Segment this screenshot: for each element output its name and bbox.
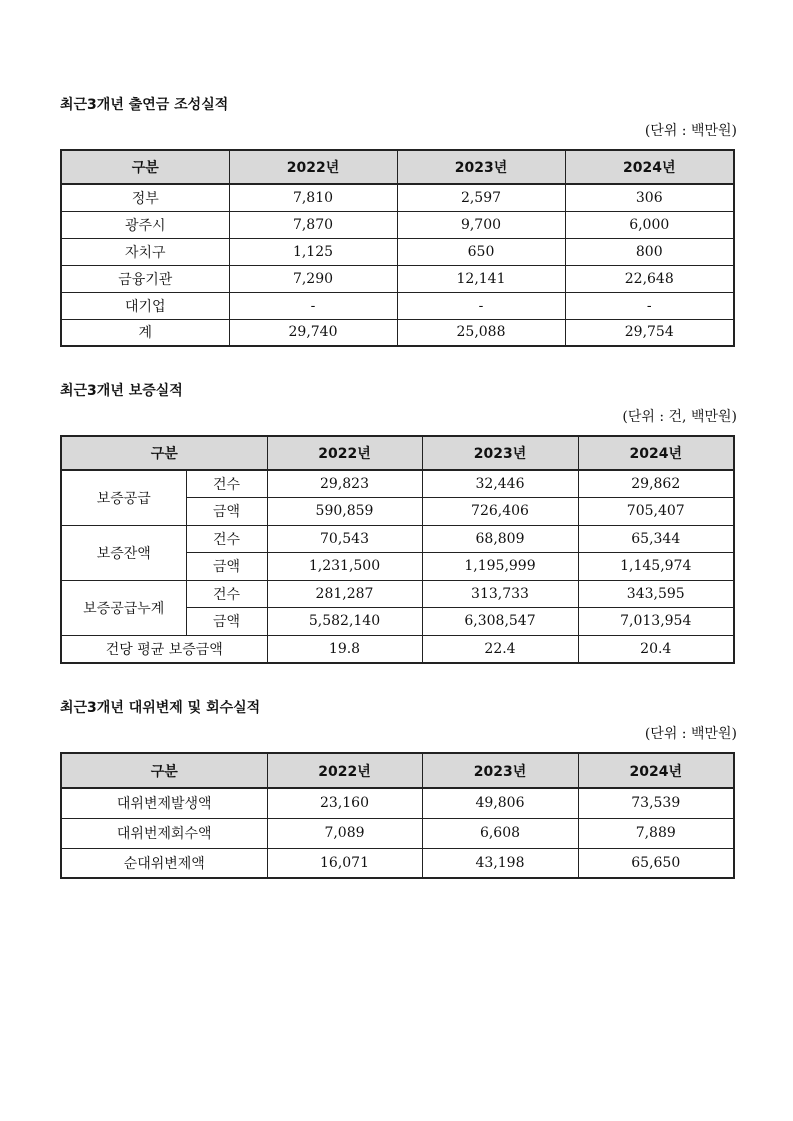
sub-label: 금액 [186,498,267,526]
cell-value: 281,287 [267,580,422,608]
cell-value: 800 [565,238,734,265]
row-label: 건당 평균 보증금액 [61,635,267,663]
cell-value: 22.4 [422,635,578,663]
cell-value: 7,089 [267,818,422,848]
sub-label: 금액 [186,553,267,581]
cell-value: 7,013,954 [578,608,734,636]
cell-value: 12,141 [397,265,565,292]
total-row [61,319,734,346]
cell-value: 43,198 [422,848,578,878]
header-category: 구분 [61,436,267,470]
cell-value: 29,754 [565,319,734,346]
cell-value: 1,231,500 [267,553,422,581]
cell-value: 19.8 [267,635,422,663]
cell-value: 65,344 [578,525,734,553]
row-label: 대위번제회수액 [61,818,267,848]
cell-value: 7,870 [229,211,397,238]
cell-value: 73,539 [578,788,734,818]
cell-value: 7,290 [229,265,397,292]
table-header-row [61,753,734,788]
cell-value: 6,000 [565,211,734,238]
cell-value: 590,859 [267,498,422,526]
table-row [61,292,734,319]
header-year-2023: 2023년 [397,150,565,184]
cell-value: 65,650 [578,848,734,878]
group-label: 보증공급 [61,470,186,525]
cell-value: 7,889 [578,818,734,848]
row-label: 광주시 [61,211,229,238]
cell-value: 70,543 [267,525,422,553]
unit-label: (단위 : 백만원) [644,123,737,139]
cell-value: 23,160 [267,788,422,818]
cell-value: 22,648 [565,265,734,292]
table-row [61,211,734,238]
cell-value: 5,582,140 [267,608,422,636]
cell-value: 313,733 [422,580,578,608]
header-year-2023: 2023년 [422,436,578,470]
cell-value: 29,740 [229,319,397,346]
row-label: 자치구 [61,238,229,265]
group-label: 보증공급누계 [61,580,186,635]
group-label: 보증잔액 [61,525,186,580]
table-row [61,580,734,608]
cell-value: 705,407 [578,498,734,526]
cell-value: 650 [397,238,565,265]
cell-value: 32,446 [422,470,578,498]
row-label: 순대위변제액 [61,848,267,878]
cell-value: 68,809 [422,525,578,553]
sub-label: 건수 [186,580,267,608]
guarantee-table [60,435,735,664]
unit-label: (단위 : 백만원) [644,726,737,742]
table-row [61,238,734,265]
subrogation-table [60,752,735,879]
sub-label: 금액 [186,608,267,636]
row-label: 정부 [61,184,229,211]
header-year-2022: 2022년 [267,753,422,788]
cell-value: 16,071 [267,848,422,878]
table-row [61,848,734,878]
cell-value: 306 [565,184,734,211]
contribution-table [60,149,735,347]
cell-value: 1,145,974 [578,553,734,581]
row-label: 금융기관 [61,265,229,292]
table-row [61,818,734,848]
header-year-2022: 2022년 [229,150,397,184]
cell-value: - [565,292,734,319]
sub-label: 건수 [186,525,267,553]
table-row [61,265,734,292]
cell-value: 343,595 [578,580,734,608]
table-header-row [61,436,734,470]
table-row [61,470,734,498]
section-title: 최근3개년 보증실적 [60,383,183,399]
section-title: 최근3개년 대위변제 및 회수실적 [60,700,261,716]
cell-value: 25,088 [397,319,565,346]
header-year-2024: 2024년 [578,753,734,788]
header-year-2024: 2024년 [565,150,734,184]
header-year-2022: 2022년 [267,436,422,470]
sub-label: 건수 [186,470,267,498]
header-category: 구분 [61,150,229,184]
table-row [61,184,734,211]
section-title: 최근3개년 출연금 조성실적 [60,97,229,113]
cell-value: - [229,292,397,319]
cell-value: 20.4 [578,635,734,663]
cell-value: 29,823 [267,470,422,498]
cell-value: 6,608 [422,818,578,848]
header-year-2024: 2024년 [578,436,734,470]
table-header-row [61,150,734,184]
header-year-2023: 2023년 [422,753,578,788]
cell-value: 7,810 [229,184,397,211]
cell-value: 1,195,999 [422,553,578,581]
cell-value: 6,308,547 [422,608,578,636]
cell-value: 2,597 [397,184,565,211]
header-category: 구분 [61,753,267,788]
row-label: 대위변제발생액 [61,788,267,818]
cell-value: 29,862 [578,470,734,498]
row-label: 계 [61,319,229,346]
unit-label: (단위 : 건, 백만원) [622,409,737,425]
row-label: 대기업 [61,292,229,319]
cell-value: 9,700 [397,211,565,238]
table-row [61,788,734,818]
cell-value: 49,806 [422,788,578,818]
average-row [61,635,734,663]
table-row [61,525,734,553]
cell-value: 726,406 [422,498,578,526]
cell-value: 1,125 [229,238,397,265]
cell-value: - [397,292,565,319]
